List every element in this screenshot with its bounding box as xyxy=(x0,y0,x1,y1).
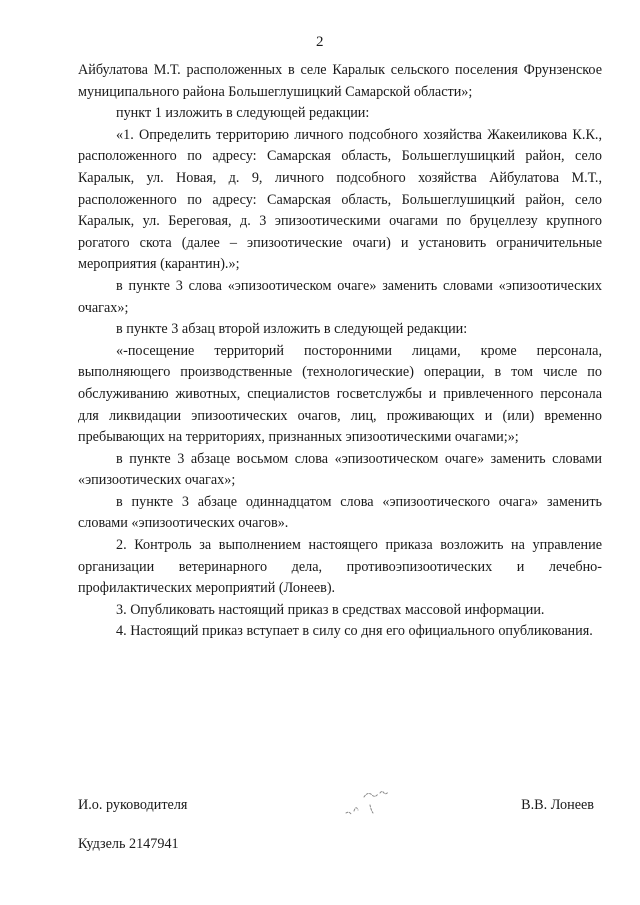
page-number: 2 xyxy=(316,34,324,50)
handwritten-signature xyxy=(340,783,400,819)
paragraph: Айбулатова М.Т. расположенных в селе Каралык сельского поселения Фрунзенское муниципального района Большеглушицкий Самарской области»; xyxy=(78,62,602,100)
paragraph: пункт 1 изложить в следующей редакции: xyxy=(116,105,370,122)
signatory-name: В.В. Лонеев xyxy=(521,797,594,813)
paragraph: в пункте 3 абзаце одиннадцатом слова «эпизоотического очага» заменить словами «эпизоотических очагов». xyxy=(78,493,602,532)
signature-block xyxy=(78,797,602,819)
paragraph: в пункте 3 слова «эпизоотическом очаге» заменить словами «эпизоотических очагах»; xyxy=(78,277,602,316)
paragraph: «1. Определить территорию личного подсобного хозяйства Жакеиликова К.К., расположенного по адресу: Самарская область, Большеглушицкий район, село Каралык, ул. Новая, д. 9, личного подсобного хозяйства Айбулатова М.Т., расположенного по адресу: Самарская область, Большеглушицкий район, село Каралык, ул. Береговая, д. 3 эпизоотическими очагами по бруцеллезу крупного рогатого скота (далее – эпизоотические очаги) и установить ограничительные мероприятия (карантин).»; xyxy=(78,126,602,273)
paragraph: в пункте 3 абзац второй изложить в следующей редакции: xyxy=(116,321,468,338)
paragraph: «-посещение территорий посторонними лицами, кроме персонала, выполняющего производственные (технологические) операции, в том числе по обслуживанию животных, специалистов госветслужбы и привлеченного персонала для ликвидации эпизоотических очагов, лиц, проживающих и (или) временно пребывающих на территориях, признанных эпизоотическими очагами;»; xyxy=(78,342,602,446)
paragraph: 2. Контроль за выполнением настоящего приказа возложить на управление организации ветеринарного дела, противоэпизоотических и лечебно-профилактических мероприятий (Лонеев). xyxy=(78,537,602,597)
signatory-position: И.о. руководителя xyxy=(78,797,188,813)
paragraph: 3. Опубликовать настоящий приказ в средствах массовой информации. xyxy=(116,601,545,618)
order-body xyxy=(78,60,602,643)
paragraph: в пункте 3 абзаце восьмом слова «эпизоотическом очаге» заменить словами «эпизоотических очагах»; xyxy=(78,450,602,489)
executor-note: Кудзель 2147941 xyxy=(78,836,179,852)
paragraph: 4. Настоящий приказ вступает в силу со дня его официального опубликования. xyxy=(116,623,593,640)
